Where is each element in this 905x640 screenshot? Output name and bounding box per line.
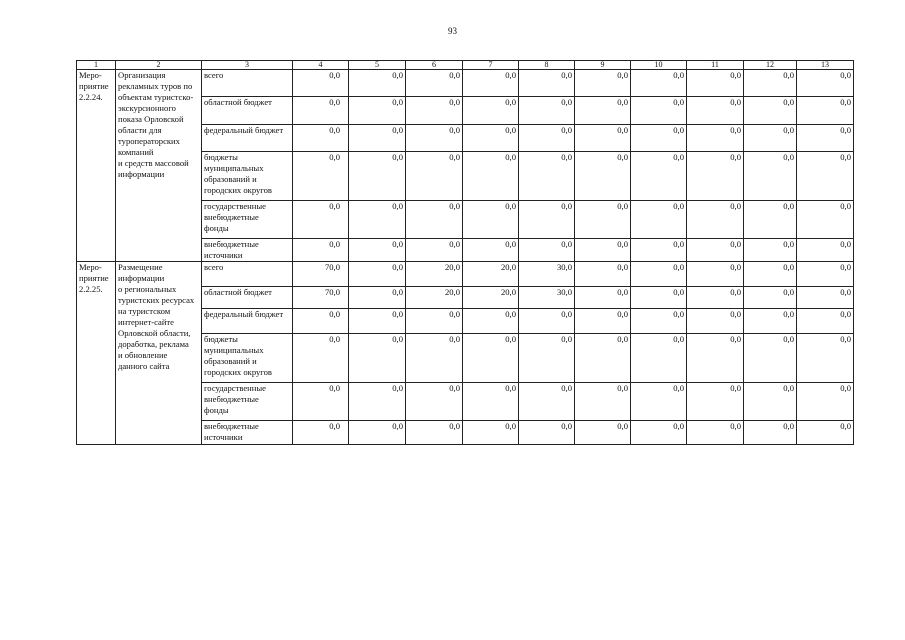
amount-cell: 0,0 bbox=[575, 70, 631, 97]
amount-cell: 0,0 bbox=[744, 334, 797, 383]
amount-cell: 0,0 bbox=[575, 262, 631, 287]
column-header: 11 bbox=[687, 61, 744, 70]
funding-source-line: внебюджетные bbox=[204, 421, 259, 431]
amount-cell: 0,0 bbox=[463, 383, 519, 421]
amount-cell: 0,0 bbox=[406, 309, 463, 334]
amount-cell: 0,0 bbox=[349, 421, 406, 445]
measure-title-cell bbox=[116, 262, 202, 445]
budget-table bbox=[76, 60, 854, 445]
column-header: 10 bbox=[631, 61, 687, 70]
amount-cell: 0,0 bbox=[687, 152, 744, 201]
funding-source-line: всего bbox=[204, 70, 224, 80]
amount-cell: 0,0 bbox=[687, 125, 744, 152]
amount-cell: 0,0 bbox=[631, 309, 687, 334]
amount-cell: 0,0 bbox=[575, 239, 631, 262]
funding-source-line: федеральный бюджет bbox=[204, 125, 284, 135]
amount-cell: 0,0 bbox=[575, 309, 631, 334]
amount-cell: 20,0 bbox=[406, 262, 463, 287]
column-header: 3 bbox=[202, 61, 293, 70]
amount-cell: 0,0 bbox=[519, 334, 575, 383]
amount-cell: 0,0 bbox=[519, 152, 575, 201]
amount-cell: 0,0 bbox=[349, 383, 406, 421]
amount-cell: 0,0 bbox=[293, 421, 349, 445]
funding-source-cell bbox=[202, 152, 293, 201]
amount-cell: 0,0 bbox=[797, 287, 854, 309]
funding-source-cell bbox=[202, 309, 293, 334]
table-row bbox=[77, 70, 854, 97]
funding-source-line: бюджеты bbox=[204, 152, 238, 162]
amount-cell: 20,0 bbox=[463, 287, 519, 309]
amount-cell: 0,0 bbox=[463, 97, 519, 125]
funding-source-line: образований и bbox=[204, 356, 257, 366]
amount-cell: 0,0 bbox=[406, 97, 463, 125]
amount-cell: 0,0 bbox=[575, 383, 631, 421]
column-header: 8 bbox=[519, 61, 575, 70]
amount-cell: 0,0 bbox=[406, 383, 463, 421]
amount-cell: 0,0 bbox=[293, 239, 349, 262]
amount-cell: 0,0 bbox=[744, 239, 797, 262]
amount-cell: 0,0 bbox=[463, 70, 519, 97]
measure-code-line: приятие bbox=[79, 81, 109, 91]
column-header: 1 bbox=[77, 61, 116, 70]
amount-cell: 0,0 bbox=[744, 201, 797, 239]
funding-source-line: фонды bbox=[204, 223, 229, 233]
funding-source-line: внебюджетные bbox=[204, 239, 259, 249]
amount-cell: 0,0 bbox=[797, 70, 854, 97]
amount-cell: 0,0 bbox=[349, 97, 406, 125]
funding-source-line: внебюджетные bbox=[204, 394, 259, 404]
amount-cell: 0,0 bbox=[293, 97, 349, 125]
amount-cell: 0,0 bbox=[631, 70, 687, 97]
measure-code-cell bbox=[77, 262, 116, 445]
amount-cell: 20,0 bbox=[463, 262, 519, 287]
amount-cell: 0,0 bbox=[349, 334, 406, 383]
funding-source-cell bbox=[202, 125, 293, 152]
measure-code-line: Меро- bbox=[79, 70, 102, 80]
table-row bbox=[77, 262, 854, 287]
amount-cell: 0,0 bbox=[575, 152, 631, 201]
measure-title-line: доработка, реклама bbox=[118, 339, 189, 349]
amount-cell: 30,0 bbox=[519, 262, 575, 287]
page-number: 93 bbox=[448, 26, 457, 36]
amount-cell: 0,0 bbox=[293, 383, 349, 421]
amount-cell: 0,0 bbox=[687, 287, 744, 309]
amount-cell: 0,0 bbox=[687, 97, 744, 125]
amount-cell: 0,0 bbox=[687, 239, 744, 262]
amount-cell: 0,0 bbox=[463, 125, 519, 152]
amount-cell: 0,0 bbox=[687, 201, 744, 239]
measure-code-line: 2.2.24. bbox=[79, 92, 103, 102]
amount-cell: 0,0 bbox=[687, 421, 744, 445]
measure-title-line: экскурсионного bbox=[118, 103, 176, 113]
amount-cell: 0,0 bbox=[406, 70, 463, 97]
amount-cell: 30,0 bbox=[519, 287, 575, 309]
column-header: 5 bbox=[349, 61, 406, 70]
measure-title-line: данного сайта bbox=[118, 361, 170, 371]
column-header: 6 bbox=[406, 61, 463, 70]
amount-cell: 0,0 bbox=[406, 201, 463, 239]
amount-cell: 0,0 bbox=[293, 152, 349, 201]
amount-cell: 0,0 bbox=[687, 309, 744, 334]
amount-cell: 0,0 bbox=[519, 421, 575, 445]
measure-title-line: на туристском bbox=[118, 306, 171, 316]
column-header: 2 bbox=[116, 61, 202, 70]
amount-cell: 0,0 bbox=[293, 125, 349, 152]
amount-cell: 0,0 bbox=[744, 152, 797, 201]
table-body bbox=[77, 61, 854, 445]
measure-title-line: и обновление bbox=[118, 350, 168, 360]
measure-title-line: Размещение bbox=[118, 262, 163, 272]
amount-cell: 0,0 bbox=[744, 383, 797, 421]
funding-source-line: государственные bbox=[204, 383, 266, 393]
amount-cell: 0,0 bbox=[349, 125, 406, 152]
amount-cell: 0,0 bbox=[463, 201, 519, 239]
amount-cell: 0,0 bbox=[519, 309, 575, 334]
funding-source-line: областной бюджет bbox=[204, 287, 272, 297]
funding-source-line: областной бюджет bbox=[204, 97, 272, 107]
amount-cell: 0,0 bbox=[575, 334, 631, 383]
column-header: 4 bbox=[293, 61, 349, 70]
amount-cell: 0,0 bbox=[349, 152, 406, 201]
measure-code-line: приятие bbox=[79, 273, 109, 283]
amount-cell: 70,0 bbox=[293, 262, 349, 287]
measure-title-line: туристских ресурсах bbox=[118, 295, 195, 305]
amount-cell: 0,0 bbox=[519, 70, 575, 97]
amount-cell: 0,0 bbox=[797, 125, 854, 152]
funding-source-line: источники bbox=[204, 432, 243, 442]
funding-source-cell bbox=[202, 70, 293, 97]
amount-cell: 0,0 bbox=[631, 334, 687, 383]
amount-cell: 0,0 bbox=[293, 70, 349, 97]
funding-source-cell bbox=[202, 421, 293, 445]
amount-cell: 0,0 bbox=[631, 262, 687, 287]
amount-cell: 0,0 bbox=[687, 262, 744, 287]
amount-cell: 0,0 bbox=[293, 201, 349, 239]
funding-source-line: фонды bbox=[204, 405, 229, 415]
funding-source-line: бюджеты bbox=[204, 334, 238, 344]
amount-cell: 0,0 bbox=[687, 70, 744, 97]
amount-cell: 0,0 bbox=[797, 383, 854, 421]
amount-cell: 0,0 bbox=[631, 125, 687, 152]
measure-title-line: рекламных туров по bbox=[118, 81, 193, 91]
measure-title-line: компаний bbox=[118, 147, 154, 157]
measure-title-line: и средств массовой bbox=[118, 158, 189, 168]
amount-cell: 0,0 bbox=[293, 309, 349, 334]
amount-cell: 0,0 bbox=[744, 309, 797, 334]
funding-source-cell bbox=[202, 262, 293, 287]
amount-cell: 0,0 bbox=[293, 334, 349, 383]
amount-cell: 0,0 bbox=[631, 201, 687, 239]
funding-source-cell bbox=[202, 97, 293, 125]
amount-cell: 0,0 bbox=[575, 201, 631, 239]
funding-source-line: государственные bbox=[204, 201, 266, 211]
measure-title-line: туроператорских bbox=[118, 136, 180, 146]
amount-cell: 70,0 bbox=[293, 287, 349, 309]
amount-cell: 0,0 bbox=[797, 201, 854, 239]
measure-title-line: показа Орловской bbox=[118, 114, 184, 124]
amount-cell: 0,0 bbox=[463, 334, 519, 383]
column-header: 9 bbox=[575, 61, 631, 70]
column-header: 12 bbox=[744, 61, 797, 70]
amount-cell: 0,0 bbox=[349, 309, 406, 334]
amount-cell: 0,0 bbox=[744, 262, 797, 287]
measure-title-line: интернет-сайте bbox=[118, 317, 174, 327]
column-header: 7 bbox=[463, 61, 519, 70]
measure-code-line: 2.2.25. bbox=[79, 284, 103, 294]
measure-title-line: области для bbox=[118, 125, 162, 135]
funding-source-line: городских округов bbox=[204, 185, 272, 195]
funding-source-cell bbox=[202, 334, 293, 383]
measure-title-line: информации bbox=[118, 273, 165, 283]
amount-cell: 0,0 bbox=[797, 309, 854, 334]
amount-cell: 0,0 bbox=[406, 421, 463, 445]
funding-source-line: муниципальных bbox=[204, 345, 264, 355]
amount-cell: 0,0 bbox=[744, 97, 797, 125]
amount-cell: 0,0 bbox=[575, 125, 631, 152]
amount-cell: 0,0 bbox=[519, 201, 575, 239]
amount-cell: 0,0 bbox=[406, 239, 463, 262]
amount-cell: 0,0 bbox=[463, 152, 519, 201]
amount-cell: 0,0 bbox=[519, 125, 575, 152]
funding-source-line: источники bbox=[204, 250, 243, 260]
amount-cell: 0,0 bbox=[687, 383, 744, 421]
amount-cell: 0,0 bbox=[349, 201, 406, 239]
amount-cell: 0,0 bbox=[631, 152, 687, 201]
amount-cell: 0,0 bbox=[349, 239, 406, 262]
amount-cell: 0,0 bbox=[797, 334, 854, 383]
funding-source-line: городских округов bbox=[204, 367, 272, 377]
amount-cell: 0,0 bbox=[406, 152, 463, 201]
amount-cell: 20,0 bbox=[406, 287, 463, 309]
amount-cell: 0,0 bbox=[744, 125, 797, 152]
funding-source-line: внебюджетные bbox=[204, 212, 259, 222]
amount-cell: 0,0 bbox=[519, 97, 575, 125]
amount-cell: 0,0 bbox=[406, 334, 463, 383]
amount-cell: 0,0 bbox=[519, 383, 575, 421]
amount-cell: 0,0 bbox=[631, 383, 687, 421]
amount-cell: 0,0 bbox=[744, 70, 797, 97]
amount-cell: 0,0 bbox=[575, 287, 631, 309]
amount-cell: 0,0 bbox=[797, 239, 854, 262]
funding-source-cell bbox=[202, 201, 293, 239]
amount-cell: 0,0 bbox=[631, 97, 687, 125]
measure-title-cell bbox=[116, 70, 202, 262]
amount-cell: 0,0 bbox=[744, 421, 797, 445]
column-header: 13 bbox=[797, 61, 854, 70]
funding-source-line: образований и bbox=[204, 174, 257, 184]
amount-cell: 0,0 bbox=[631, 239, 687, 262]
amount-cell: 0,0 bbox=[519, 239, 575, 262]
funding-source-cell bbox=[202, 239, 293, 262]
measure-title-line: о региональных bbox=[118, 284, 177, 294]
measure-title-line: объектам туристско- bbox=[118, 92, 194, 102]
measure-title-line: информации bbox=[118, 169, 165, 179]
measure-title-line: Орловской области, bbox=[118, 328, 191, 338]
funding-source-line: всего bbox=[204, 262, 224, 272]
amount-cell: 0,0 bbox=[797, 262, 854, 287]
column-header-row bbox=[77, 61, 854, 70]
amount-cell: 0,0 bbox=[797, 152, 854, 201]
amount-cell: 0,0 bbox=[631, 287, 687, 309]
amount-cell: 0,0 bbox=[349, 262, 406, 287]
amount-cell: 0,0 bbox=[575, 97, 631, 125]
funding-source-line: муниципальных bbox=[204, 163, 264, 173]
amount-cell: 0,0 bbox=[797, 97, 854, 125]
amount-cell: 0,0 bbox=[463, 309, 519, 334]
amount-cell: 0,0 bbox=[797, 421, 854, 445]
amount-cell: 0,0 bbox=[349, 70, 406, 97]
amount-cell: 0,0 bbox=[463, 421, 519, 445]
measure-code-cell bbox=[77, 70, 116, 262]
amount-cell: 0,0 bbox=[744, 287, 797, 309]
funding-source-cell bbox=[202, 383, 293, 421]
funding-source-cell bbox=[202, 287, 293, 309]
funding-source-line: федеральный бюджет bbox=[204, 309, 284, 319]
amount-cell: 0,0 bbox=[575, 421, 631, 445]
amount-cell: 0,0 bbox=[631, 421, 687, 445]
amount-cell: 0,0 bbox=[463, 239, 519, 262]
measure-title-line: Организация bbox=[118, 70, 166, 80]
measure-code-line: Меро- bbox=[79, 262, 102, 272]
amount-cell: 0,0 bbox=[349, 287, 406, 309]
amount-cell: 0,0 bbox=[406, 125, 463, 152]
amount-cell: 0,0 bbox=[687, 334, 744, 383]
